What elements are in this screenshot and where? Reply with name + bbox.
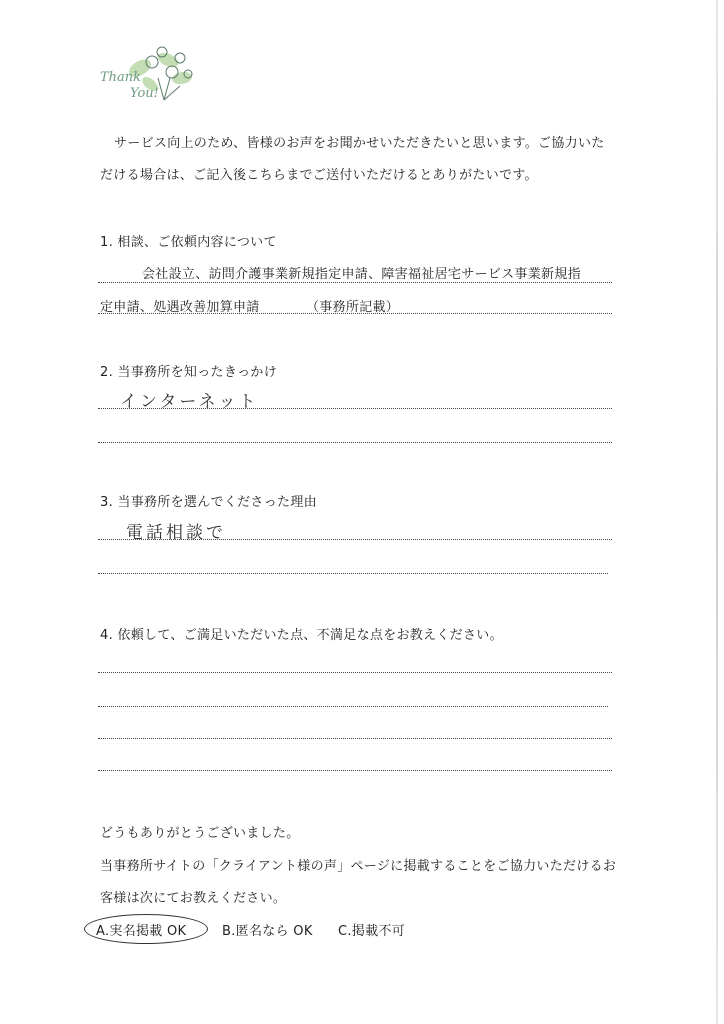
q4-line-2	[98, 706, 608, 707]
q4-line-1	[98, 672, 612, 673]
closing-thanks: どうもありがとうございました。	[100, 826, 300, 841]
q1-note: （事務所記載）	[306, 300, 400, 315]
q3-line-1	[98, 539, 612, 540]
q1-line-2	[98, 313, 612, 314]
q4-line-3	[98, 738, 612, 739]
q1-answer-line1: 会社設立、訪問介護事業新規指定申請、障害福祉居宅サービス事業新規指	[142, 267, 581, 282]
q2-label: 2. 当事務所を知ったきっかけ	[100, 365, 278, 380]
q3-answer: 電話相談で	[126, 523, 226, 543]
closing-line2: 客様は次にてお教えください。	[100, 891, 287, 906]
q3-line-2	[98, 573, 608, 574]
q1-line-1	[98, 282, 612, 283]
q1-answer-line2: 定申請、処遇改善加算申請	[100, 300, 260, 315]
thank-you-logo-text	[100, 70, 159, 102]
q2-line-1	[98, 408, 612, 409]
q4-label: 4. 依頼して、ご満足いただいた点、不満足な点をお教えください。	[100, 628, 503, 643]
q2-answer: インターネット	[120, 392, 259, 412]
page-edge	[716, 0, 718, 1024]
q4-line-4	[98, 770, 612, 771]
option-b[interactable]: B.匿名なら OK	[222, 924, 313, 939]
intro-line2: だける場合は、ご記入後こちらまでご送付いただけるとありがたいです。	[100, 168, 538, 183]
q1-label: 1. 相談、ご依頼内容について	[100, 235, 277, 250]
closing-line1: 当事務所サイトの「クライアント様の声」ページに掲載することをご協力いただけるお	[100, 859, 617, 874]
q3-label: 3. 当事務所を選んでくださった理由	[100, 495, 317, 510]
option-a[interactable]: A.実名掲載 OK	[96, 924, 187, 939]
logo-line2: You!	[130, 86, 159, 101]
q2-line-2	[98, 442, 612, 443]
logo-line1: Thank	[100, 70, 142, 85]
intro-line1: サービス向上のため、皆様のお声をお聞かせいただきたいと思います。ご協力いた	[114, 136, 605, 151]
option-c[interactable]: C.掲載不可	[338, 924, 406, 939]
